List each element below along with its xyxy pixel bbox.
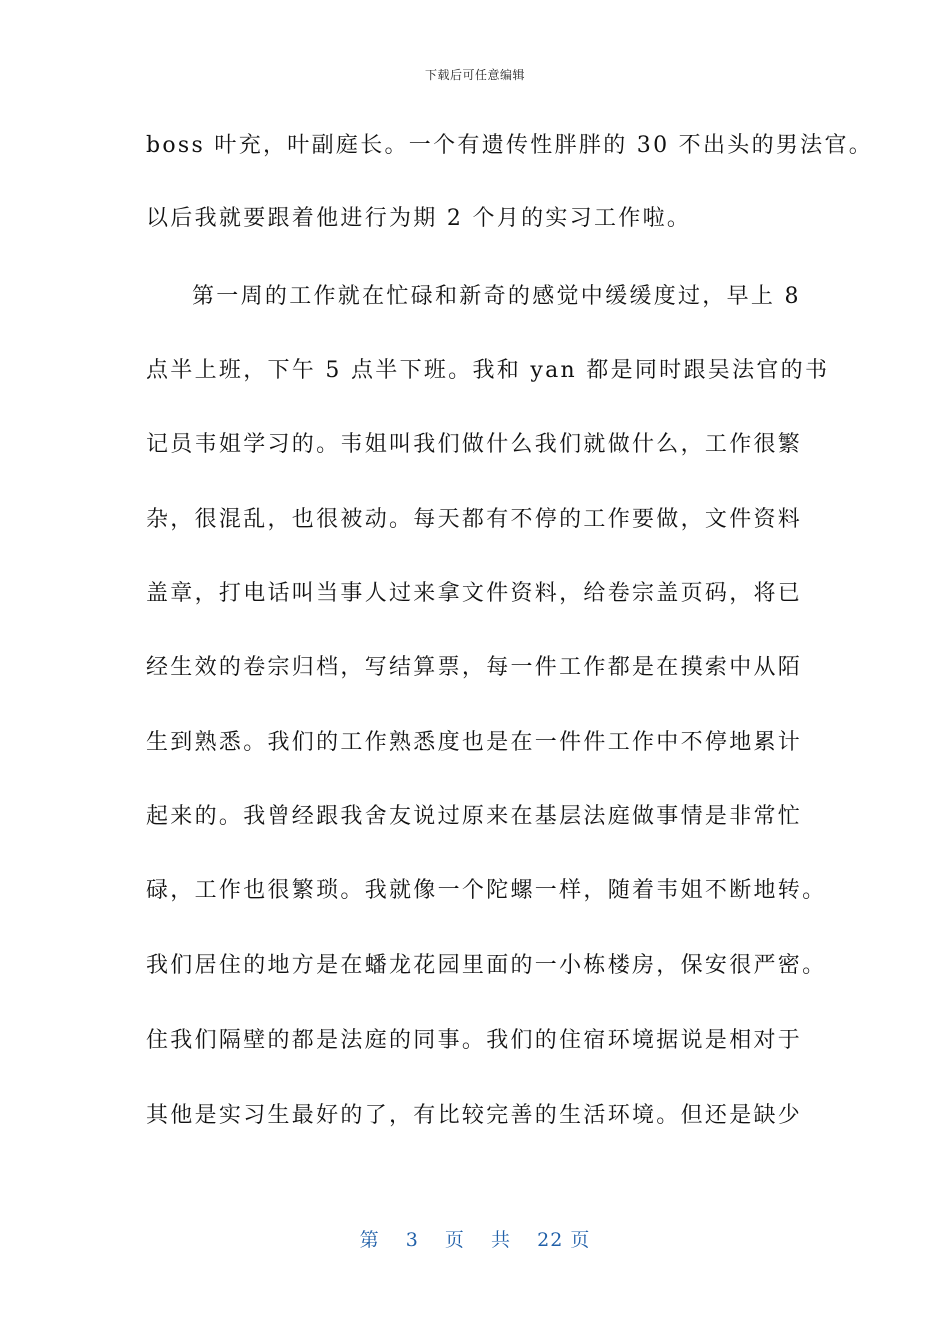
paragraph-line: 我们居住的地方是在蟠龙花园里面的一小栋楼房，保安很严密。 [146,953,827,978]
total-pages-number: 22 [537,1229,564,1251]
paragraph-line: 起来的。我曾经跟我舍友说过原来在基层法庭做事情是非常忙 [146,804,803,829]
paragraph-line: 生到熟悉。我们的工作熟悉度也是在一件件工作中不停地累计 [146,730,803,755]
footer-page-word: 页 [444,1229,465,1251]
paragraph-line: 盖章，打电话叫当事人过来拿文件资料，给卷宗盖页码，将已 [146,581,803,606]
paragraph-line: 点半上班，下午 5 点半下班。我和 yan 都是同时跟吴法官的书 [146,358,830,383]
paragraph-line: 经生效的卷宗归档，写结算票，每一件工作都是在摸索中从陌 [146,655,803,680]
paragraph-line: 碌，工作也很繁琐。我就像一个陀螺一样，随着韦姐不断地转。 [146,878,827,903]
paragraph-line: boss 叶充，叶副庭长。一个有遗传性胖胖的 30 不出头的男法官。 [146,133,874,158]
header-note: 下载后可任意编辑 [424,68,525,82]
paragraph-line: 以后我就要跟着他进行为期 2 个月的实习工作啦。 [146,206,692,231]
current-page-number: 3 [405,1229,419,1251]
paragraph-line: 杂，很混乱，也很被动。每天都有不停的工作要做，文件资料 [146,507,803,532]
footer-suffix: 页 [570,1229,591,1251]
footer-total-word: 共 [491,1229,512,1251]
footer-prefix: 第 [359,1229,380,1251]
paragraph-line: 其他是实习生最好的了，有比较完善的生活环境。但还是缺少 [146,1103,803,1128]
page-number-footer [0,1225,950,1252]
paragraph-line: 第一周的工作就在忙碌和新奇的感觉中缓缓度过，早上 8 [192,284,801,309]
paragraph-line: 住我们隔壁的都是法庭的同事。我们的住宿环境据说是相对于 [146,1028,803,1053]
paragraph-line: 记员韦姐学习的。韦姐叫我们做什么我们就做什么，工作很繁 [146,432,803,457]
